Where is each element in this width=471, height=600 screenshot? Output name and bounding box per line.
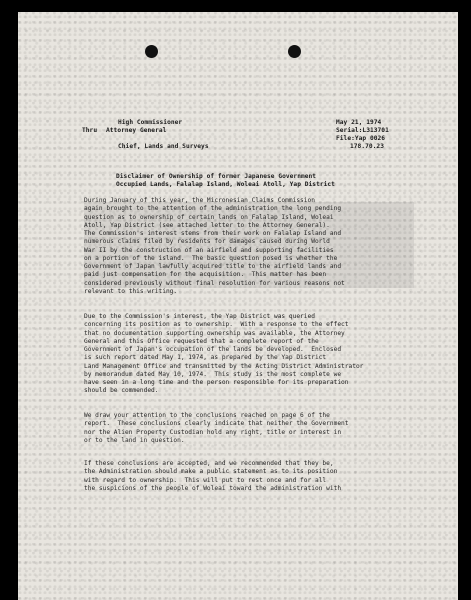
paragraph-line: the Administration should make a public statement as to its position: [84, 468, 338, 476]
paragraph-4: [84, 460, 424, 493]
paragraph-line: the suspicions of the people of Woleai toward the administration with: [84, 484, 342, 492]
paragraph-line: again brought to the attention of the administration the long pending: [84, 205, 342, 213]
paragraph-line: with regard to ownership. This will put to rest once and for all: [84, 476, 327, 484]
subject-line-1: Disclaimer of Ownership of former Japanese Government: [116, 173, 317, 180]
from-line: Chief, Lands and Surveys: [118, 143, 209, 150]
paragraph-line: Atoll, Yap District (see attached letter to the Attorney General).: [84, 221, 330, 229]
paragraph-line: should be commended.: [84, 387, 159, 395]
paragraph-line: Government of Japan's occupation of the lands be developed. Enclosed: [84, 346, 342, 353]
paragraph-line: Government of Japan lawfully acquired title to the airfield lands and: [84, 263, 342, 270]
paragraph-line: report. These conclusions clearly indicate that neither the Government: [84, 420, 349, 428]
subject-line-2: Occupied Lands, Falalap Island, Woleai Atoll, Yap District: [116, 181, 335, 188]
to-line: High Commissioner: [118, 119, 183, 126]
paragraph-line: paid just compensation for the acquisition. This matter has been: [84, 271, 327, 279]
paragraph-line: have seen in a long time and the person responsible for its preparation: [84, 379, 349, 386]
paragraph-line: nor the Alien Property Custodian hold any right, title or interest in: [84, 428, 342, 436]
punch-hole: [145, 45, 158, 58]
paragraph-line: relevant to this writing.: [84, 287, 178, 295]
paragraph-line: is such report dated May 1, 1974, as prepared by the Yap District: [84, 354, 327, 362]
paragraph-3: [84, 412, 424, 445]
paragraph-line: concerning its position as to ownership. With a response to the effect: [84, 321, 349, 329]
paragraph-line: or to the land in question.: [84, 436, 185, 444]
serial-number: Serial:L313701: [336, 127, 389, 134]
paragraph-line: The Commission's interest stems from their work on Falalap Island and: [84, 230, 342, 237]
paragraph-line: General and this Office requested that a complete report of the: [84, 337, 319, 345]
paragraph-1: [84, 197, 424, 296]
paragraph-line: that no documentation supporting ownership was available, the Attorney: [84, 329, 345, 337]
paragraph-line: Due to the Commission's interest, the Yap District was queried: [84, 313, 315, 320]
date: May 21, 1974: [336, 119, 382, 126]
punch-hole: [288, 45, 301, 58]
paragraph-line: by memorandum dated May 10, 1974. This study is the most complete we: [84, 370, 342, 378]
paragraph-2: [84, 313, 424, 396]
paragraph-line: on a portion of the island. The basic question posed is whether the: [84, 254, 338, 262]
paragraph-line: War II by the construction of an airfield and supporting facilities: [84, 246, 334, 254]
paragraph-line: Land Management Office and transmitted by the Acting District Administrator: [84, 362, 364, 370]
paragraph-line: If these conclusions are accepted, and we recommended that they be,: [84, 460, 334, 467]
paragraph-line: question as to ownership of certain lands on Falalap Island, Woleai: [84, 213, 334, 221]
paragraph-line: considered previously without final resolution for various reasons not: [84, 279, 345, 287]
thru-label: Thru: [82, 127, 98, 134]
paragraph-line: We draw your attention to the conclusions reached on page 6 of the: [84, 412, 330, 419]
paragraph-line: numerous claims filed by residents for damages caused during World: [84, 238, 330, 246]
thru-line: Attorney General: [106, 127, 167, 134]
file-number: File:Yap 0026: [336, 135, 386, 142]
filing-code: 178.70.23: [350, 143, 384, 150]
document-page: [18, 12, 458, 600]
paragraph-line: During January of this year, the Micronesian Claims Commission: [84, 197, 315, 204]
